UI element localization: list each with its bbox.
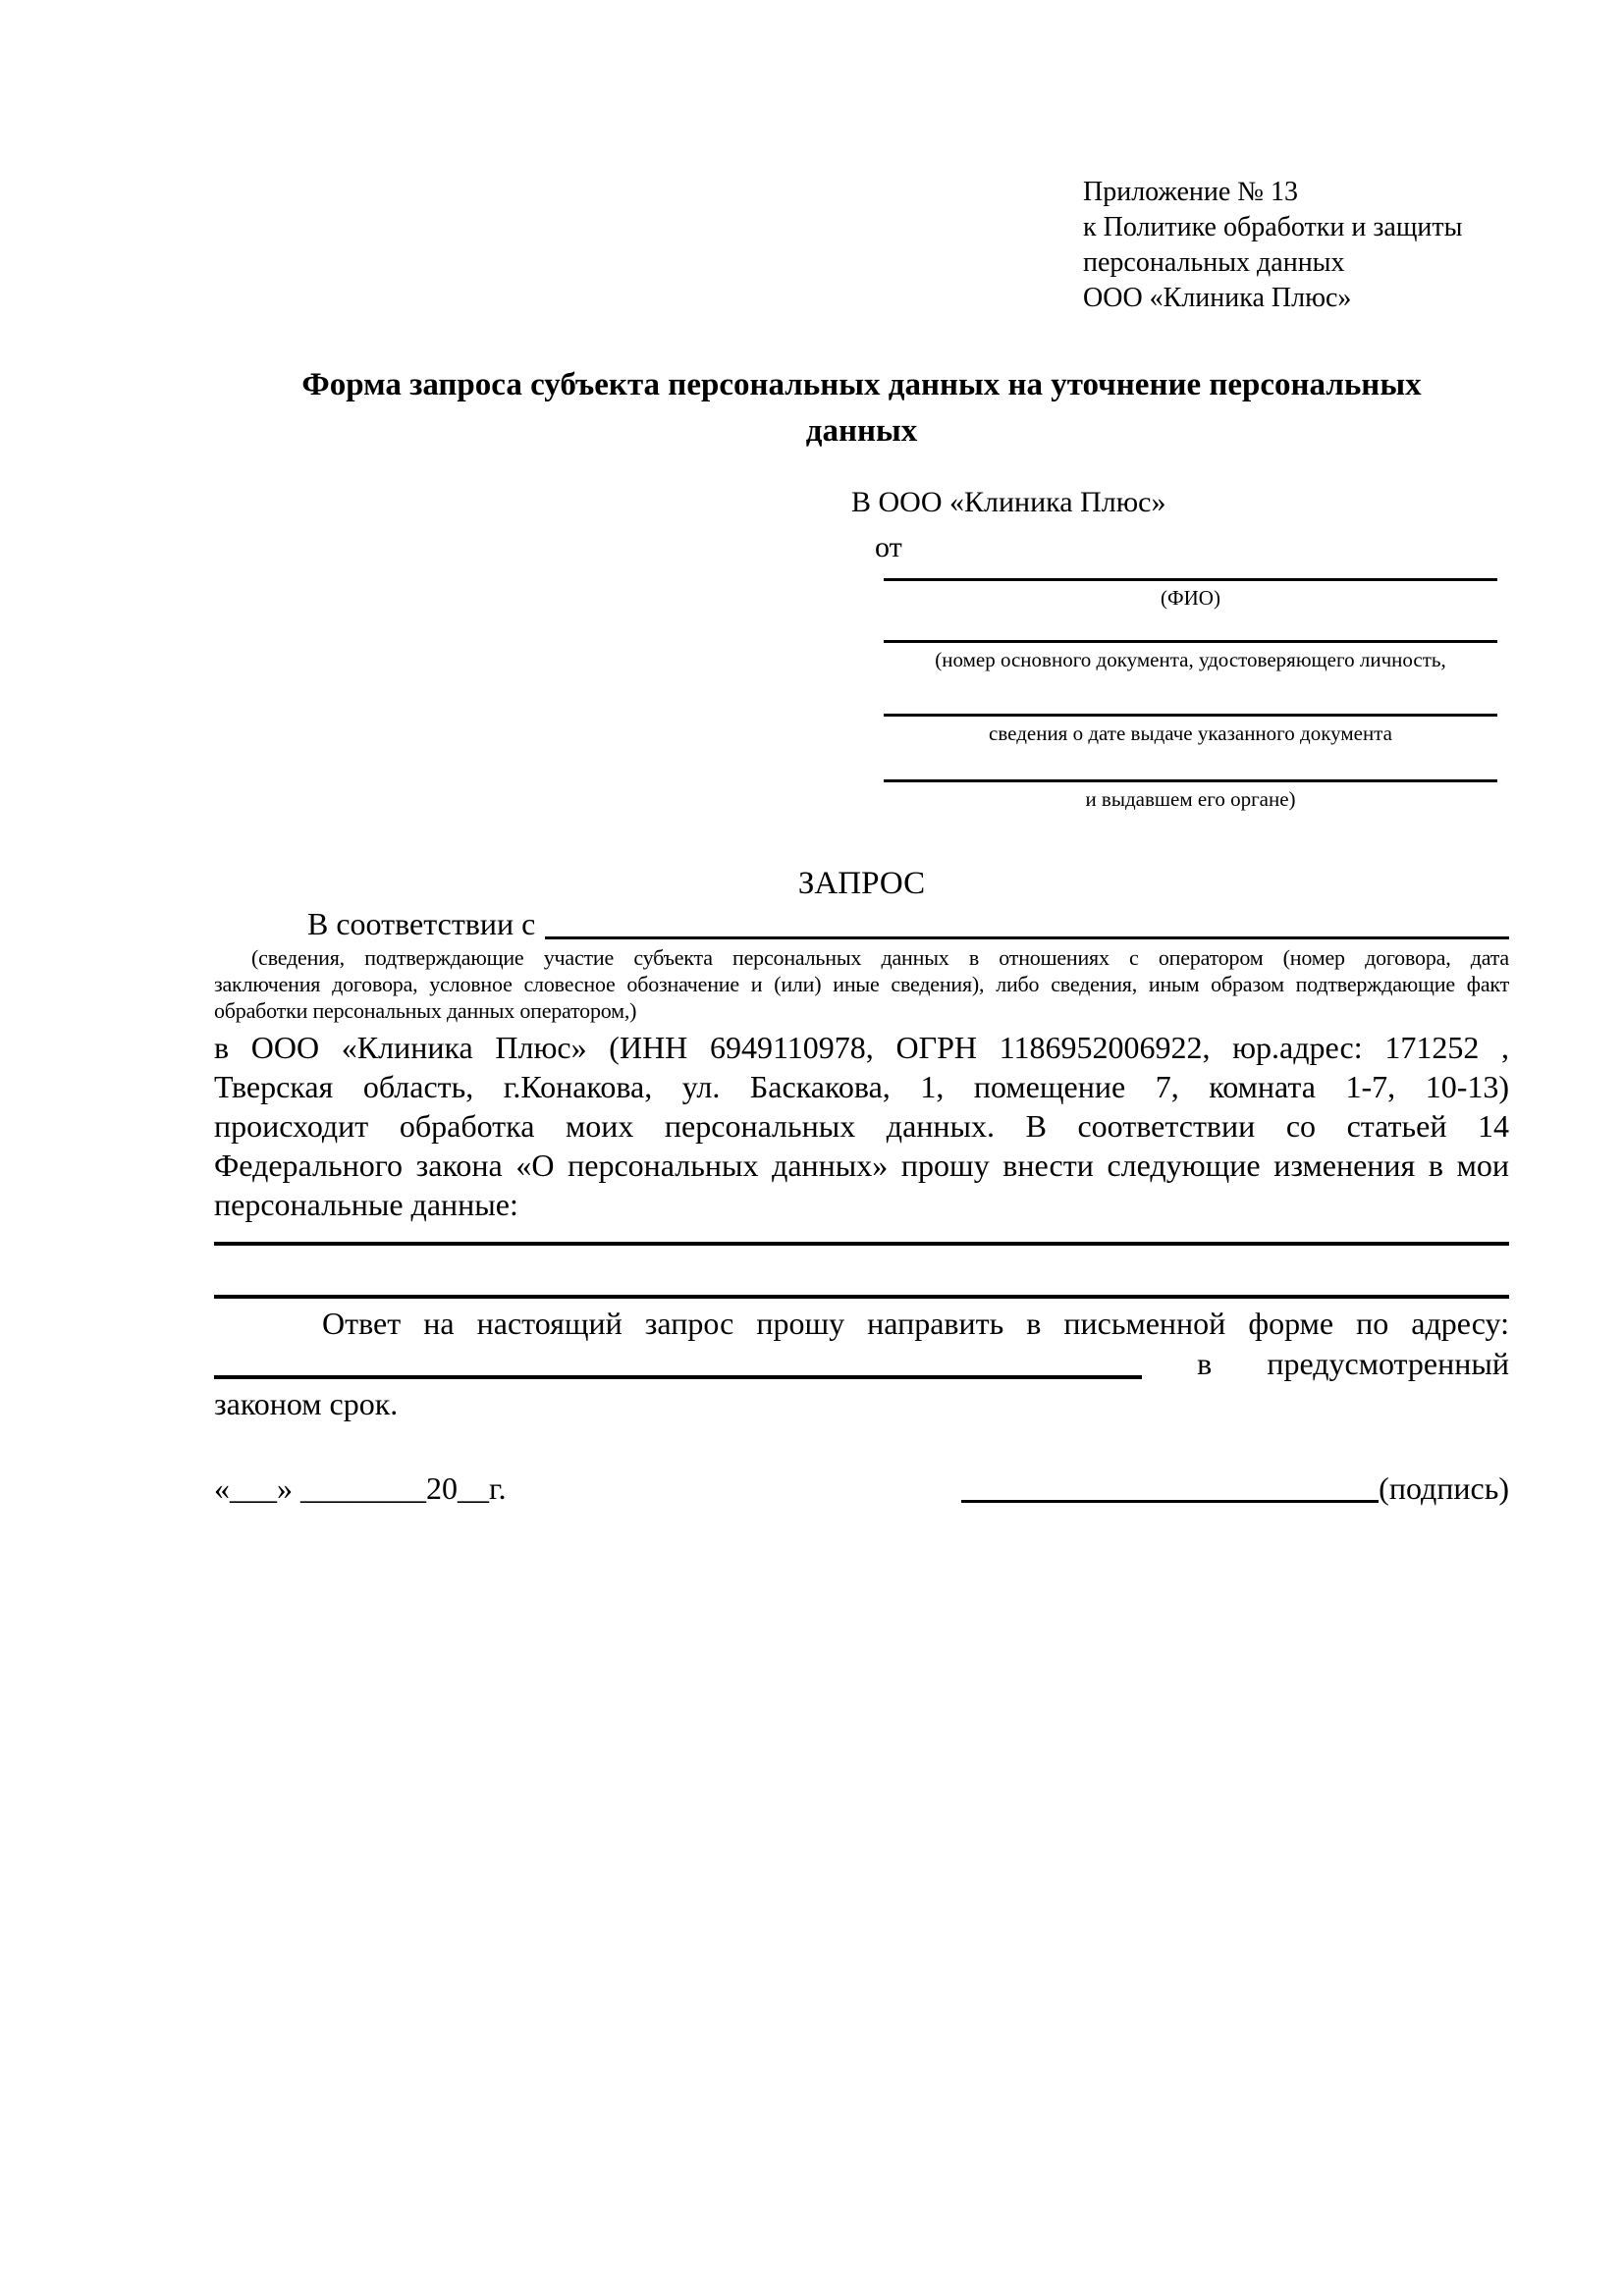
issuing-authority-blank-line — [884, 779, 1497, 814]
changes-blank-line — [214, 1242, 1509, 1246]
footnote-line: заключения договора, условное словесное обозначение и (или) иные сведения), либо сведения, иным образом подтверждающие факт — [214, 972, 1509, 996]
body-line: персональные данные: — [214, 1187, 518, 1222]
signature-blank-line — [961, 1468, 1379, 1503]
addressee-block — [851, 484, 1509, 814]
appendix-line: к Политике обработки и защиты — [1083, 212, 1463, 242]
date-signature-row — [214, 1468, 1509, 1509]
addressee-fields — [884, 578, 1497, 814]
issue-date-caption: сведения о дате выдаче указанного документа — [989, 721, 1392, 745]
reply-line: Ответ на настоящий запрос прошу направить в письменной форме по адресу: — [322, 1306, 1509, 1341]
reply-word-due: предусмотренный — [1267, 1346, 1509, 1381]
addressee-from-label: от — [875, 531, 902, 563]
date-blank-text: «___» ________20__г. — [214, 1470, 507, 1506]
footnote-line: обработки персональных данных оператором,) — [214, 998, 637, 1023]
fio-blank-line — [884, 578, 1497, 613]
issuing-authority-caption: и выдавшем его органе) — [1085, 787, 1296, 811]
addressee-to: В ООО «Клиника Плюс» — [851, 486, 1166, 518]
document-number-caption: (номер основного документа, удостоверяющего личность, — [935, 648, 1446, 671]
reply-line: законом срок. — [214, 1386, 399, 1421]
body-line: происходит обработка моих персональных данных. В соответствии со статьей 14 — [214, 1108, 1509, 1144]
basis-blank-line — [545, 904, 1509, 939]
body-line: Федерального закона «О персональных данных» прошу внести следующие изменения в мои — [214, 1148, 1509, 1183]
appendix-note — [1083, 175, 1509, 316]
reply-word-in: в — [1197, 1346, 1213, 1381]
footnote — [214, 944, 1509, 1024]
request-heading: ЗАПРОС — [797, 866, 926, 901]
appendix-line: персональных данных — [1083, 247, 1345, 278]
intro-prefix: В соответствии с — [307, 906, 536, 941]
changes-blank-line — [214, 1295, 1509, 1299]
signature-caption: (подпись) — [1379, 1470, 1509, 1506]
reply-address-blank-line — [214, 1344, 1142, 1379]
appendix-line: ООО «Клиника Плюс» — [1083, 283, 1352, 313]
fio-caption: (ФИО) — [1161, 586, 1220, 610]
signature-area — [961, 1468, 1509, 1509]
reply-address-row — [214, 1344, 1509, 1384]
footnote-line: (сведения, подтверждающие участие субъекта персональных данных в отношениях с оператором (номер договора, дата — [251, 945, 1509, 970]
body-line: Тверская область, г.Конакова, ул. Баскакова, 1, помещение 7, комната 1-7, 10-13) — [214, 1069, 1509, 1104]
intro-row — [214, 904, 1509, 944]
document-number-blank-line — [884, 640, 1497, 674]
appendix-line: Приложение № 13 — [1083, 177, 1298, 207]
form-title: Форма запроса субъекта персональных данных на уточнение персональных данных — [301, 367, 1422, 449]
issue-date-blank-line — [884, 714, 1497, 748]
body-line: в ООО «Клиника Плюс» (ИНН 6949110978, ОГРН 1186952006922, юр.адрес: 171252 , — [214, 1030, 1509, 1065]
body-paragraph — [214, 1028, 1509, 1224]
